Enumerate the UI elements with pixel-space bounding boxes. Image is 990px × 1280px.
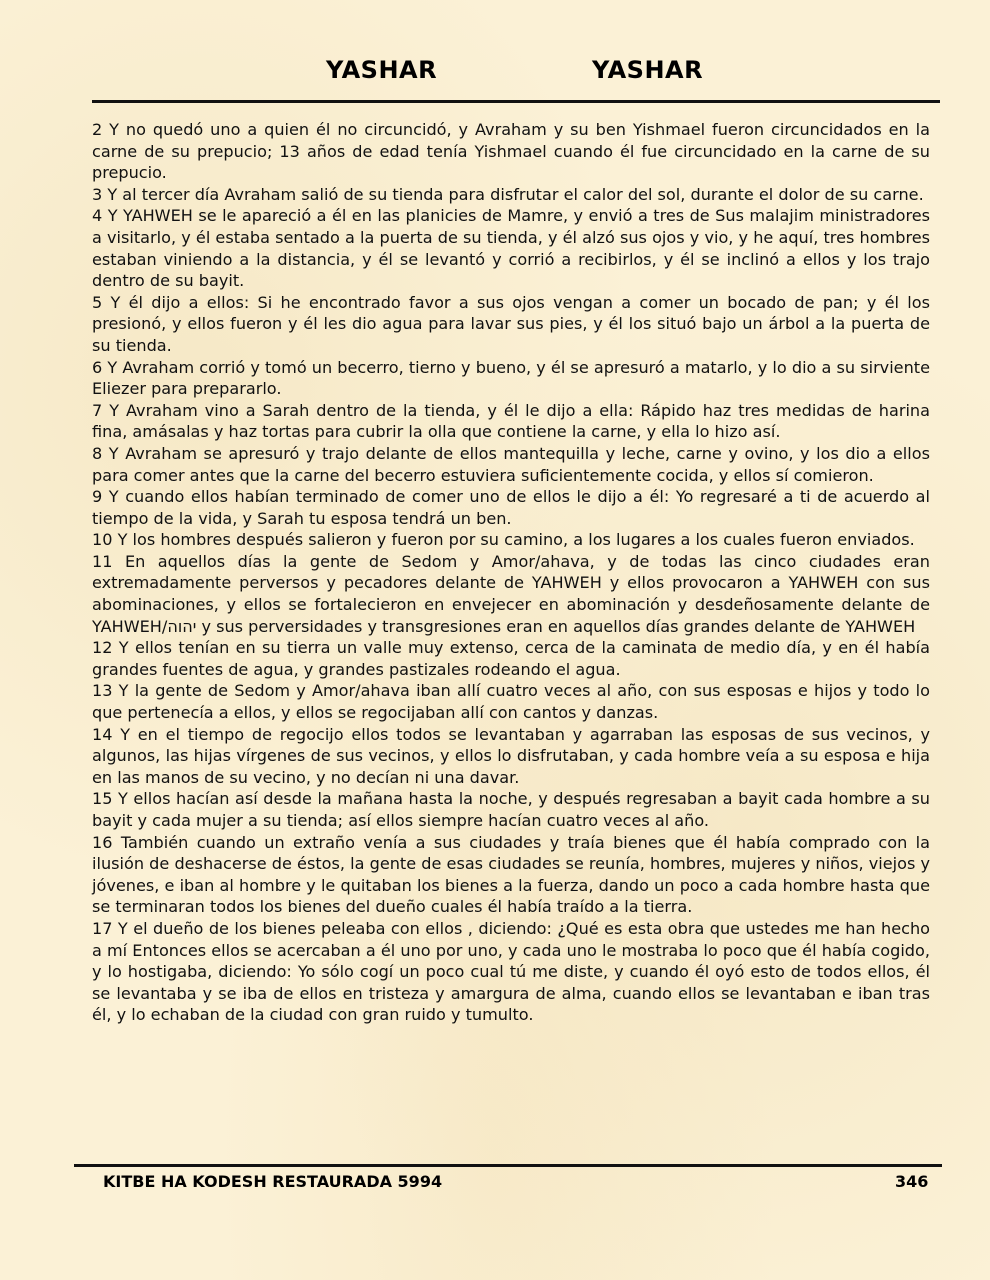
header-title-left: YASHAR <box>326 56 438 84</box>
verse-12: 12 Y ellos tenían en su tierra un valle muy extenso, cerca de la caminata de medio día, y en él había grandes fuentes de agua, y grandes pastizales rodeando el agua. <box>92 638 930 679</box>
header-divider <box>92 100 940 103</box>
verse-8: 8 Y Avraham se apresuró y trajo delante de ellos mantequilla y leche, carne y ovino, y los dio a ellos para comer antes que la carne del becerro estuviera suficientemente cocida, y ellos sí comieron. <box>92 443 930 485</box>
verse-7: 7 Y Avraham vino a Sarah dentro de la tienda, y él le dijo a ella: Rápido haz tres medidas de harina fina, amásalas y haz tortas para cubrir la olla que contiene la carne, y ella lo hizo así. <box>92 400 930 442</box>
footer-divider <box>74 1164 942 1167</box>
verse-10: 10 Y los hombres después salieron y fueron por su camino, a los lugares a los cuales fueron enviados. <box>92 530 915 550</box>
verse-2: 2 Y no quedó uno a quien él no circuncidó, y Avraham y su ben Yishmael fueron circuncidados en la carne de su prepucio; 13 años de edad tenía Yishmael cuando él fue circuncidado en la carne de su prepucio. <box>92 120 930 183</box>
verse-14: 14 Y en el tiempo de regocijo ellos todos se levantaban y agarraban las esposas de sus vecinos, y algunos, las hijas vírgenes de sus vecinos, y ellos lo disfrutaban, y cada hombre veía a su esposa e hija en las manos de su vecino, y no decían ni una davar. <box>92 724 930 787</box>
footer-book-title: KITBE HA KODESH RESTAURADA 5994 <box>103 1172 443 1191</box>
verse-17: 17 Y el dueño de los bienes peleaba con ellos , diciendo: ¿Qué es esta obra que ustedes me han hecho a mí Entonces ellos se acercaban a él uno por uno, y cada uno le mostraba lo poco que él había cogido, y lo hostigaba, diciendo: Yo sólo cogí un poco cual tú me diste, y cuando él oyó esto de todos ellos, él se levantaba y se iba de ellos en tristeza y amargura de alma, cuando ellos se levantaban e iban tras él, y lo echaban de la ciudad con gran ruido y tumulto. <box>92 918 930 1025</box>
verse-9: 9 Y cuando ellos habían terminado de comer uno de ellos le dijo a él: Yo regresaré a ti de acuerdo al tiempo de la vida, y Sarah tu esposa tendrá un ben. <box>92 487 930 528</box>
verse-16: 16 También cuando un extraño venía a sus ciudades y traía bienes que él había comprado con la ilusión de deshacerse de éstos, la gente de esas ciudades se reunía, hombres, mujeres y niños, viejos y jóvenes, e iban al hombre y le quitaban los bienes a la fuerza, dando un poco a cada hombre hasta que se terminaran todos los bienes del dueño cuales él había traído a la tierra. <box>92 832 930 917</box>
header-title-right: YASHAR <box>592 56 704 84</box>
footer-page-number: 346 <box>895 1172 929 1191</box>
verse-13: 13 Y la gente de Sedom y Amor/ahava iban allí cuatro veces al año, con sus esposas e hijos y todo lo que pertenecía a ellos, y ellos se regocijaban allí con cantos y danzas. <box>92 681 930 723</box>
verse-11: 11 En aquellos días la gente de Sedom y Amor/ahava, y de todas las cinco ciudades eran extremadamente perversos y pecadores delante de YAHWEH y ellos provocaron a YAHWEH con sus abominaciones, y ellos se fortalecieron en envejecer en abominación y desdeñosamente delante de YAHWEH/יהוה y sus perversidades y transgresiones eran en aquellos días grandes delante de YAHWEH <box>92 551 930 636</box>
page-header <box>0 56 990 92</box>
page-body <box>92 119 930 1026</box>
verse-6: 6 Y Avraham corrió y tomó un becerro, tierno y bueno, y él se apresuró a matarlo, y lo dio a su sirviente Eliezer para prepararlo. <box>92 357 930 399</box>
verse-4: 4 Y YAHWEH se le apareció a él en las planicies de Mamre, y envió a tres de Sus malajim ministradores a visitarlo, y él estaba sentado a la puerta de su tienda, y él alzó sus ojos y vio, y he aquí, tres hombres estaban viniendo a la distancia, y él se levantó y corrió a recibirlos, y él se inclinó a ellos y los trajo dentro de su bayit. <box>92 206 930 291</box>
verse-5: 5 Y él dijo a ellos: Si he encontrado favor a sus ojos vengan a comer un bocado de pan; y él los presionó, y ellos fueron y él les dio agua para lavar sus pies, y él los situó bajo un árbol a la puerta de su tienda. <box>92 292 930 355</box>
verse-15: 15 Y ellos hacían así desde la mañana hasta la noche, y después regresaban a bayit cada hombre a su bayit y cada mujer a su tienda; así ellos siempre hacían cuatro veces al año. <box>92 789 930 830</box>
verse-3: 3 Y al tercer día Avraham salió de su tienda para disfrutar el calor del sol, durante el dolor de su carne. <box>92 184 924 204</box>
